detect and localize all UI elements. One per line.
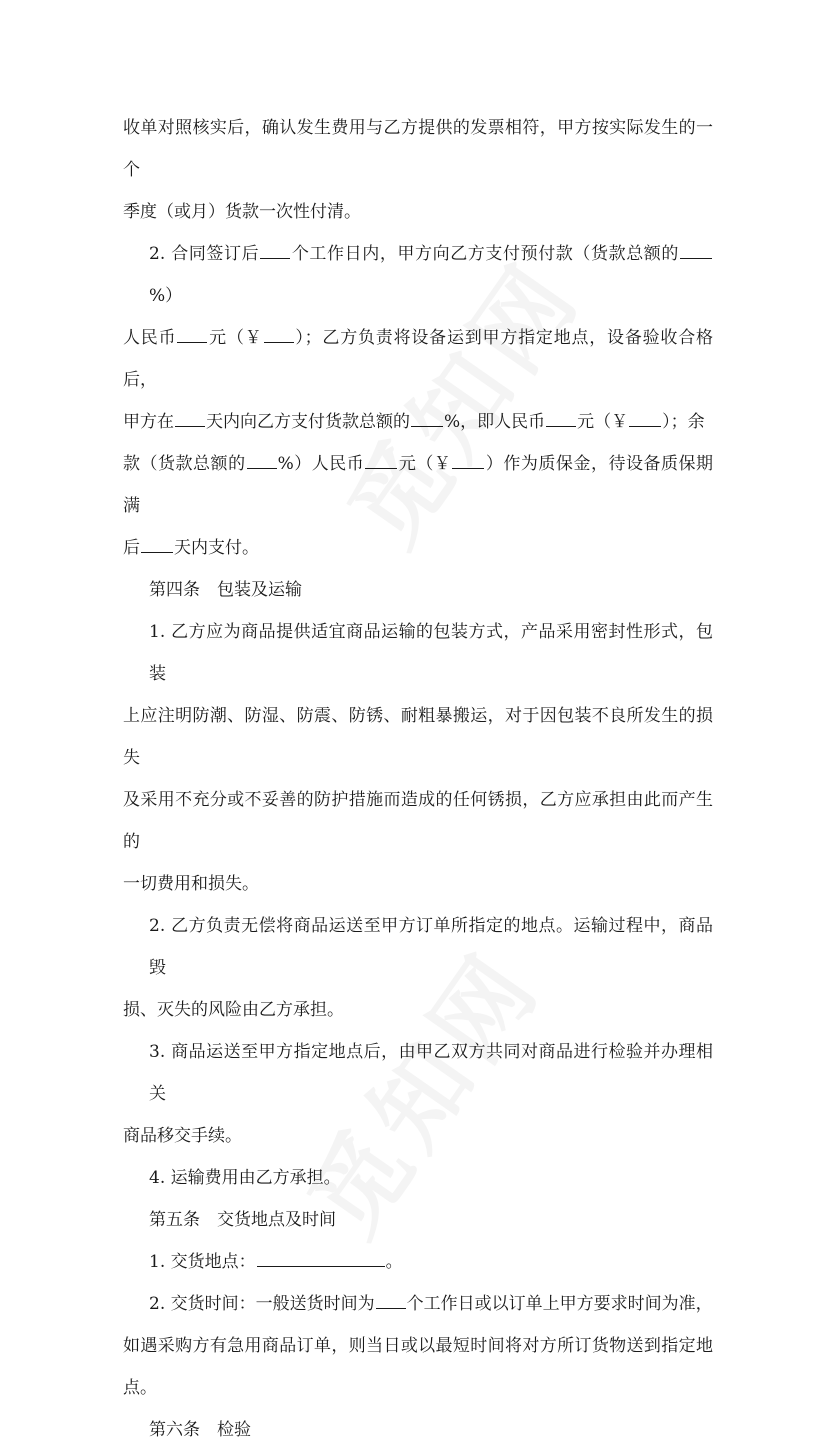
fill-blank[interactable] xyxy=(141,532,173,553)
delivery-time-line: 2. 交货时间：一般送货时间为 个工作日或以订单上甲方要求时间为准， xyxy=(123,1283,713,1325)
payment-clause-line: 2. 合同签订后 个工作日内，甲方向乙方支付预付款（货款总额的%） xyxy=(123,233,713,317)
fill-blank[interactable] xyxy=(376,1288,406,1309)
fill-blank[interactable] xyxy=(546,406,576,427)
text-line: 4. 运输费用由乙方承担。 xyxy=(149,1168,341,1188)
text-line: 收单对照核实后，确认发生费用与乙方提供的发票相符，甲方按实际发生的一个 xyxy=(123,118,713,180)
fill-blank[interactable] xyxy=(260,238,290,259)
fill-blank[interactable] xyxy=(452,448,484,469)
fill-blank[interactable] xyxy=(365,448,397,469)
fill-blank[interactable] xyxy=(629,406,661,427)
article-5-title: 第五条 交货地点及时间 xyxy=(149,1210,336,1230)
fill-blank[interactable] xyxy=(175,406,205,427)
fill-blank[interactable] xyxy=(247,448,277,469)
document-body xyxy=(123,107,713,1451)
text-line: 及采用不充分或不妥善的防护措施而造成的任何锈损，乙方应承担由此而产生的 xyxy=(123,790,713,852)
text-line: 商品移交手续。 xyxy=(123,1126,242,1146)
fill-blank[interactable] xyxy=(411,406,443,427)
fill-blank[interactable] xyxy=(680,238,712,259)
text-line: 上应注明防潮、防湿、防震、防锈、耐粗暴搬运，对于因包装不良所发生的损失 xyxy=(123,706,713,768)
delivery-location-line: 1. 交货地点： 。 xyxy=(123,1241,713,1283)
payment-clause-line: 后 天内支付。 xyxy=(123,527,713,569)
fill-blank[interactable] xyxy=(257,1246,385,1267)
text-line: 3. 商品运送至甲方指定地点后，由甲乙双方共同对商品进行检验并办理相关 xyxy=(149,1042,713,1104)
fill-blank[interactable] xyxy=(264,322,294,343)
payment-clause-line: 人民币 元（￥ ）；乙方负责将设备运到甲方指定地点，设备验收合格后， xyxy=(123,317,713,401)
text-line: 2. 乙方负责无偿将商品运送至甲方订单所指定的地点。运输过程中，商品毁 xyxy=(149,916,713,978)
text-line: 1. 乙方应为商品提供适宜商品运输的包装方式，产品采用密封性形式，包装 xyxy=(149,622,713,684)
article-6-title: 第六条 检验 xyxy=(149,1420,251,1440)
fill-blank[interactable] xyxy=(177,322,207,343)
text-line: 季度（或月）货款一次性付清。 xyxy=(123,202,361,222)
payment-clause-line: 甲方在 天内向乙方支付货款总额的 %，即人民币 元（￥ ）；余 xyxy=(123,401,713,443)
article-4-title: 第四条 包装及运输 xyxy=(149,580,302,600)
text-line: 一切费用和损失。 xyxy=(123,874,259,894)
text-line: 损、灭失的风险由乙方承担。 xyxy=(123,1000,344,1020)
payment-clause-line: 款（货款总额的 %）人民币 元（￥ ）作为质保金，待设备质保期满 xyxy=(123,443,713,527)
text-line: 如遇采购方有急用商品订单，则当日或以最短时间将对方所订货物送到指定地点。 xyxy=(123,1336,713,1398)
